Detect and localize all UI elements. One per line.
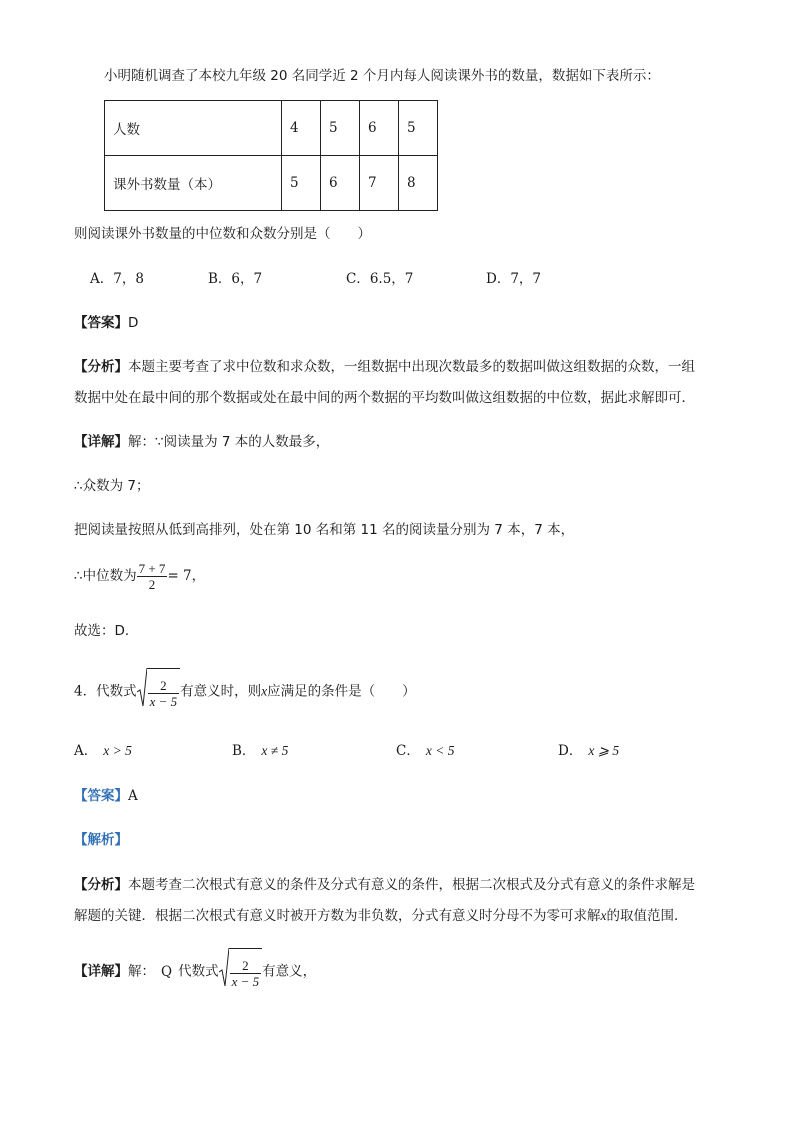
detail-prefix: 解： [128,963,155,980]
fraction-numerator: 2 [230,958,262,974]
median-fraction [137,561,168,592]
option-expr: x < 5 [425,743,455,758]
table-row [105,156,438,211]
q3-detail-line3: 把阅读量按照从低到高排列，处在第 10 名和第 11 名的阅读量分别为 7 本，7 本， [74,522,575,538]
q4-detail-sqrt-fraction [230,958,262,989]
option-expr: x > 5 [103,743,132,758]
median-prefix: ∴中位数为 [74,568,137,584]
table-row [105,101,438,156]
reading-data-table [104,100,438,211]
q3-intro: 小明随机调查了本校九年级 20 名同学近 2 个月内每人阅读课外书的数量，数据如下表所示： [104,68,660,84]
analysis-text: 本题考查二次根式有意义的条件及分式有意义的条件，根据二次根式及分式有意义的条件求解是 [128,877,695,893]
table-cell: 6 [321,156,360,211]
q3-option-c: C．6.5，7 [346,271,414,287]
detail-symbol: Q [161,963,173,980]
q3-answer [74,313,138,333]
table-cell: 5 [399,101,438,156]
answer-tag: 【答案】 [74,315,128,331]
q4-sqrt-fraction [148,678,180,709]
option-expr: x ⩾ 5 [588,743,620,758]
option-letter: D． [558,743,583,759]
q4-stem-mid: 有意义时，则 [180,683,262,700]
fraction-denominator: x − 5 [231,973,260,989]
q3-option-b: B．6，7 [208,271,263,287]
answer-tag: 【答案】 [74,788,128,804]
table-cell: 4 [282,101,321,156]
analysis-text: 本题主要考查了求中位数和求众数，一组数据中出现次数最多的数据叫做这组数据的众数，一组 [128,359,695,375]
analysis-tag: 【分析】 [74,877,128,893]
q4-analysis-line2 [74,906,688,926]
q4-number: 4． [74,683,97,700]
q4-jiexi-tag: 【解析】 [74,832,128,848]
analysis-text: 解题的关键．根据二次根式有意义时被开方数为非负数，分式有意义时分母不为零可求解 [74,908,601,924]
q3-analysis-line2: 数据中处在最中间的那个数据或处在最中间的两个数据的平均数叫做这组数据的中位数，据此求解即可． [74,390,695,406]
option-letter: B． [232,743,256,759]
median-suffix: = 7， [167,568,206,584]
q4-analysis-line1 [74,875,695,895]
table-row-label: 人数 [105,101,282,156]
q4-answer [74,786,138,806]
analysis-tag: 【分析】 [74,359,128,375]
q4-sqrt-expression [137,668,181,715]
fraction-numerator: 7 + 7 [138,560,166,576]
table-cell: 5 [321,101,360,156]
radical-sign-icon [219,948,229,988]
q4-option-b [232,741,288,761]
q4-option-d [558,741,619,761]
detail-mid: 代数式 [178,963,219,980]
detail-suffix: 有意义， [262,963,317,980]
q4-var-x: x [261,683,268,699]
analysis-text: 的取值范围． [606,908,688,924]
q3-detail-line1 [74,432,329,452]
option-letter: A． [74,743,98,759]
q3-option-a: A．7，8 [90,271,144,287]
q4-detail-line [74,948,316,995]
table-row-label: 课外书数量（本） [105,156,282,211]
q3-median-line [74,556,205,596]
fraction-denominator: x − 5 [149,693,178,709]
q3-analysis-line1 [74,357,695,377]
option-letter: C． [396,743,420,759]
q4-stem-prefix: 代数式 [96,683,137,700]
fraction-numerator: 2 [148,678,180,694]
radical-sign-icon [137,668,147,708]
fraction-denominator: 2 [148,576,156,592]
detail-tag: 【详解】 [74,434,128,450]
detail-tag: 【详解】 [74,963,128,980]
detail-text: 解：∵阅读量为 7 本的人数最多， [128,434,330,450]
q4-option-c [396,741,454,761]
option-expr: x ≠ 5 [261,743,289,758]
q3-choose: 故选：D． [74,623,139,639]
table-cell: 7 [360,156,399,211]
q4-stem [74,668,416,715]
answer-value: D [128,315,139,331]
q4-stem-suffix: 应满足的条件是（ ） [267,683,416,700]
table-cell: 6 [360,101,399,156]
q4-detail-sqrt-expression [219,948,263,995]
q3-detail-line2: ∴众数为 7； [74,478,150,494]
q4-option-a [74,741,132,761]
q3-option-d: D．7，7 [486,271,542,287]
answer-value: A [128,788,138,804]
q3-question: 则阅读课外书数量的中位数和众数分别是（ ） [74,226,371,242]
table-cell: 5 [282,156,321,211]
table-cell: 8 [399,156,438,211]
analysis-var-x: x [600,908,607,923]
